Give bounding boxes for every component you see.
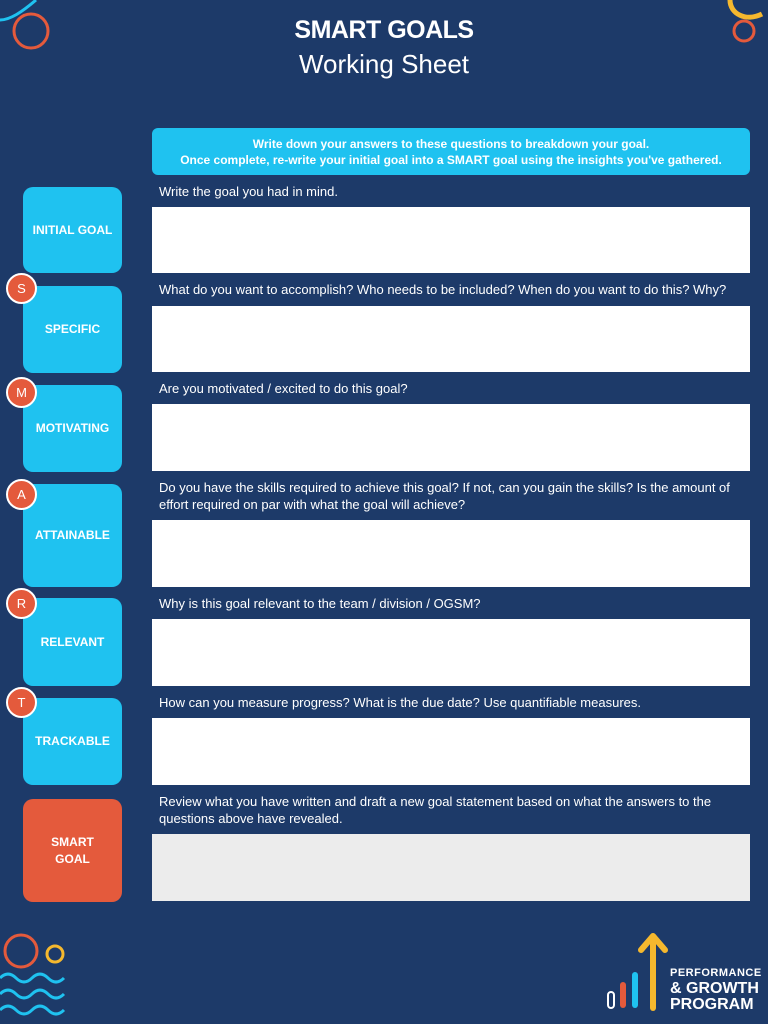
attainable-answer-field[interactable] [152,520,750,587]
specific-label: SPECIFIC [23,286,122,373]
trackable-answer-field[interactable] [152,718,750,785]
relevant-answer-field[interactable] [152,619,750,686]
relevant-question: Why is this goal relevant to the team / division / OGSM? [159,596,481,611]
specific-answer-field[interactable] [152,306,750,372]
motivating-letter-badge: M [6,377,37,408]
motivating-label: MOTIVATING [23,385,122,472]
smart-goal-label-line-1: SMART [51,834,94,849]
motivating-question: Are you motivated / excited to do this goal? [159,381,408,396]
decorative-squiggles-bottom-left [0,926,90,1024]
attainable-letter-badge: A [6,479,37,510]
instructions-banner [152,128,750,175]
specific-letter-badge: S [6,273,37,304]
trackable-letter-badge: T [6,687,37,718]
motivating-answer-field[interactable] [152,404,750,471]
program-logo-text [670,965,762,1013]
smart-goal-label-line-2: GOAL [55,851,90,866]
logo-line-1: PERFORMANCE [670,967,762,979]
attainable-label: ATTAINABLE [23,484,122,587]
smart-goal-label [23,799,122,902]
initial-goal-question: Write the goal you had in mind. [159,184,338,199]
initial-goal-label: INITIAL GOAL [23,187,122,273]
instructions-line-1: Write down your answers to these questions to breakdown your goal. [252,136,650,151]
logo-line-2: & GROWTH [670,980,759,997]
smart-goal-question: Review what you have written and draft a new goal statement based on what the answers to the questions above have revealed. [159,794,712,826]
trackable-question: How can you measure progress? What is the due date? Use quantifiable measures. [159,695,641,710]
logo-line-3: PROGRAM [670,996,754,1013]
relevant-letter-badge: R [6,588,37,619]
specific-question: What do you want to accomplish? Who needs to be included? When do you want to do this? Why? [159,282,727,297]
page-title: SMART GOALS [294,16,474,44]
attainable-question: Do you have the skills required to achieve this goal? If not, can you gain the skills? Is the amount of effort required on par with what the goal will achieve? [159,480,730,512]
smart-goal-answer-field[interactable] [152,834,750,901]
program-logo-icon [604,932,670,1012]
initial-goal-answer-field[interactable] [152,207,750,273]
instructions-line-2: Once complete, re-write your initial goal into a SMART goal using the insights you've gathered. [180,152,722,167]
relevant-label: RELEVANT [23,598,122,686]
page-subtitle: Working Sheet [298,49,470,79]
trackable-label: TRACKABLE [23,698,122,785]
